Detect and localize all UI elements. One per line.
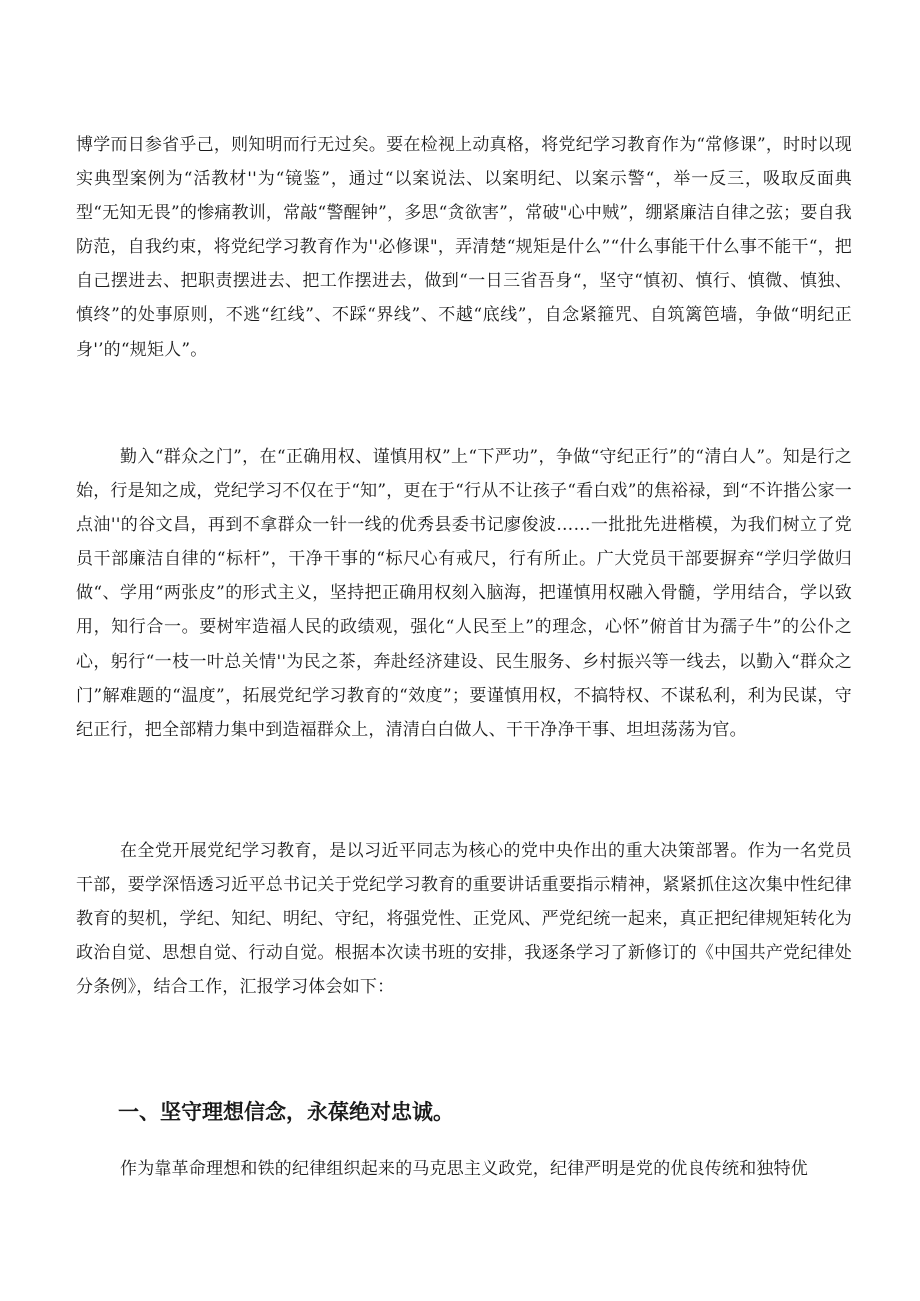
body-paragraph-4: 作为靠革命理想和铁的纪律组织起来的马克思主义政党，纪律严明是党的优良传统和独特优 xyxy=(120,1159,808,1179)
body-paragraph-3: 在全党开展党纪学习教育，是以习近平同志为核心的党中央作出的重大决策部署。作为一名党员干部，要学深悟透习近平总书记关于党纪学习教育的重要讲话重要指示精神，紧紧抓住这次集中性纪律教育的契机，学纪、知纪、明纪、守纪，将强党性、正党风、严党纪统一起来，真正把纪律规矩转化为政治自觉、思想自觉、行动自觉。根据本次读书班的安排，我逐条学习了新修订的《中国共产党纪律处分条例》，结合工作，汇报学习体会如下： xyxy=(76,841,852,998)
section-heading-1: 一、坚守理想信念，永葆绝对忠诚。 xyxy=(118,1100,454,1124)
body-paragraph-1: 博学而日参省乎己，则知明而行无过矣。要在检视上动真格，将党纪学习教育作为“常修课”，时时以现实典型案例为“活教材''为“镜鉴”，通过“以案说法、以案明纪、以案示警“，举一反三，吸取反面典型“无知无畏”的惨痛教训，常敲“警醒钟”，多思“贪欲害”，常破"心中贼”，绷紧廉洁自律之弦；要自我防范，自我约束，将党纪学习教育作为''必修课"，弄清楚“规矩是什么”“什么事能干什么事不能干“，把自己摆进去、把职责摆进去、把工作摆进去，做到“一日三省吾身“，坚守“慎初、慎行、慎微、慎独、慎终”的处事原则，不逃“红线”、不踩“界线”、不越“底线”，自念紧箍咒、自筑篱笆墙，争做“明纪正身'’的“规矩人”。 xyxy=(76,135,852,360)
body-paragraph-2: 勤入“群众之门”，在“正确用权、谨慎用权”上“下严功”，争做“守纪正行”的“清白人”。知是行之始，行是知之成，党纪学习不仅在于“知”，更在于“行从不让孩子“看白戏”的焦裕禄，到“不许揩公家一点油''的谷文昌，再到不拿群众一针一线的优秀县委书记廖俊波……一批批先进楷模，为我们树立了党员干部廉洁自律的“标杆”，干净干事的“标尺心有戒尺，行有所止。广大党员干部要摒弃“学归学做归做“、学用“两张皮”的形式主义，坚持把正确用权刻入脑海，把谨慎用权融入骨髓，学用结合，学以致用，知行合一。要树牢造福人民的政绩观，强化“人民至上”的理念，心怀”俯首甘为孺子牛”的公仆之心，躬行“一枝一叶总关情''为民之茶，奔赴经济建设、民生服务、乡村振兴等一线去，以勤入“群众之门”解难题的“温度”，拓展党纪学习教育的“效度”；要谨慎用权，不搞特权、不谋私利，利为民谋，守纪正行，把全部精力集中到造福群众上，清清白白做人、干干净净干事、坦坦荡荡为官。 xyxy=(76,447,852,740)
